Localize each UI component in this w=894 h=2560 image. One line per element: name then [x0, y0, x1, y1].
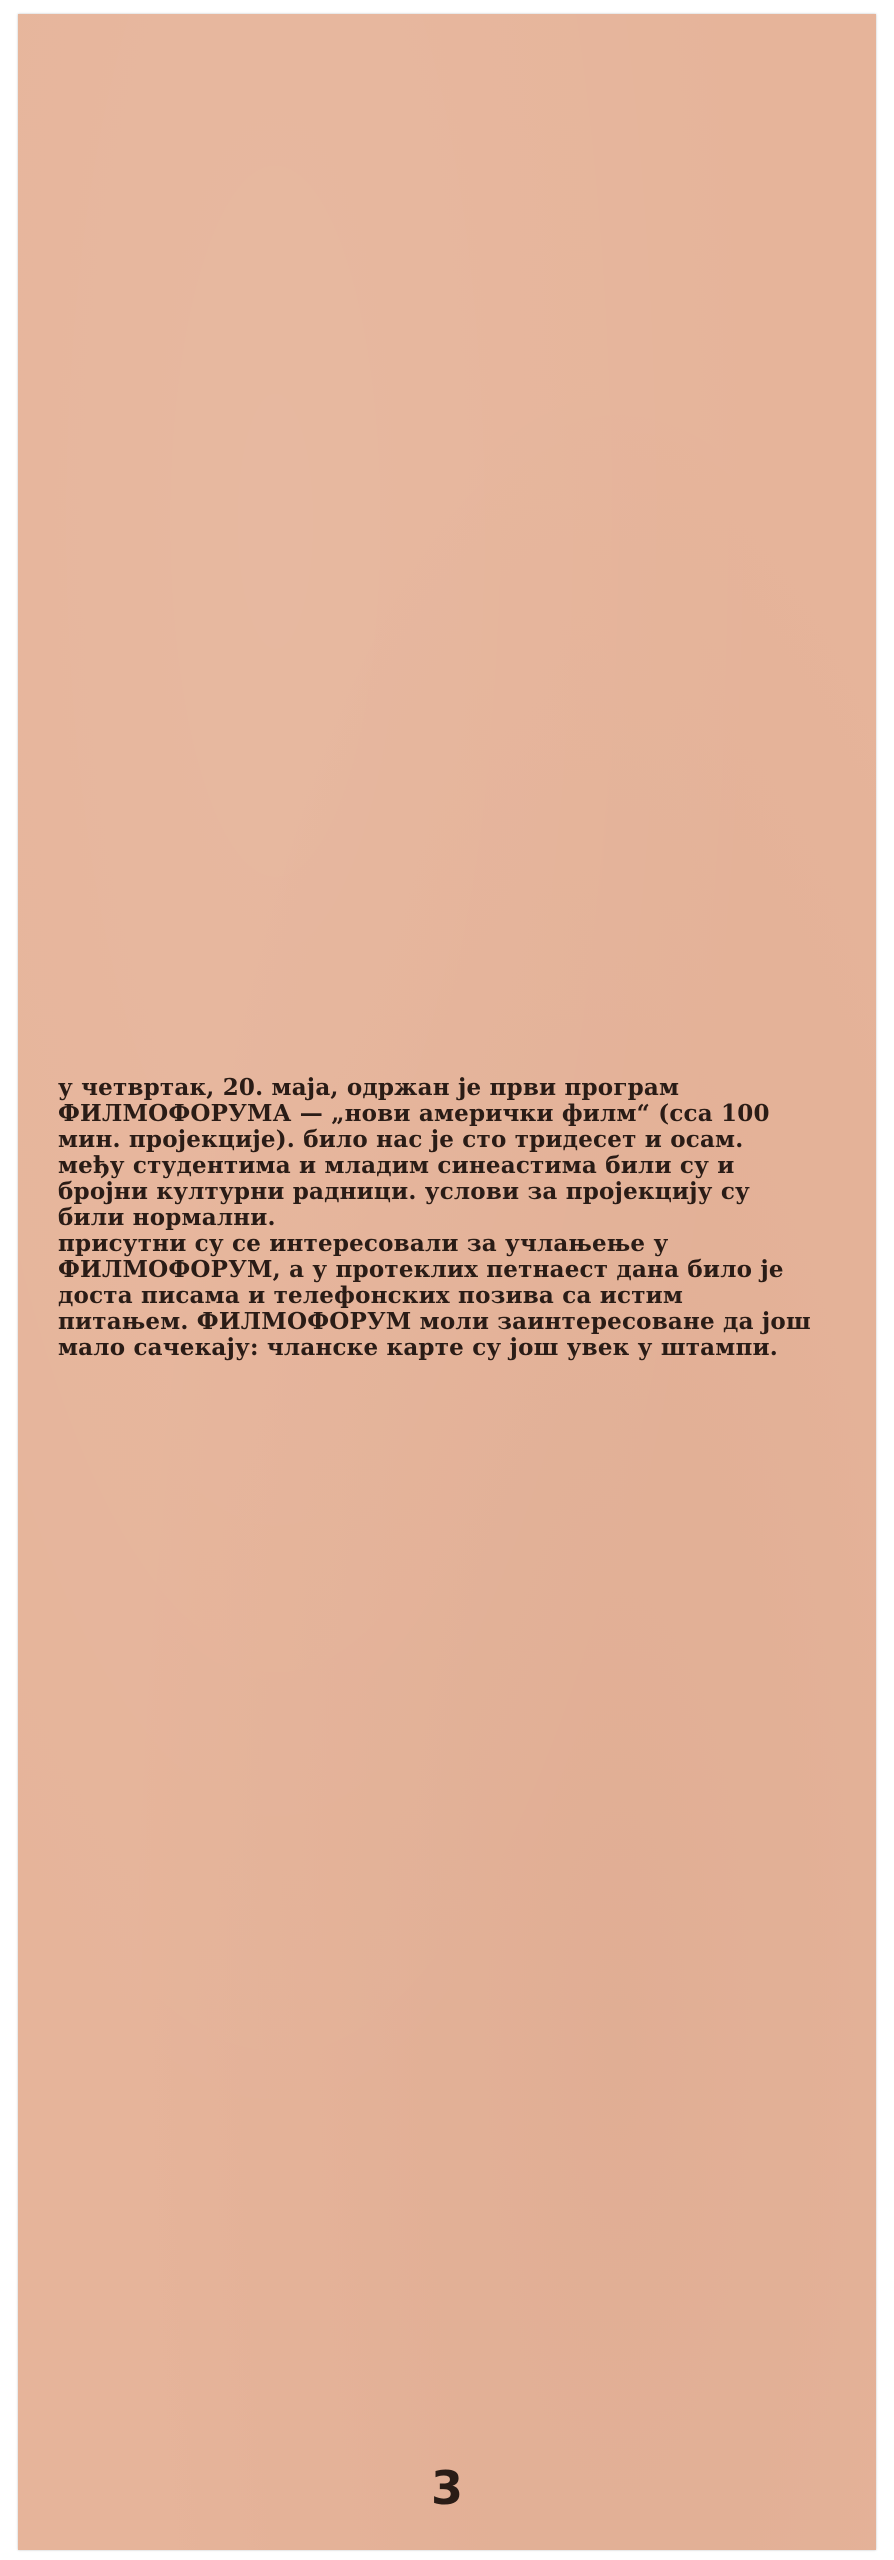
text-line: бројни културни радници. услови за пројекцију су — [58, 1178, 750, 1205]
text-line: у четвртак, 20. маја, одржан је први програм — [58, 1074, 680, 1101]
paragraph-2 — [58, 1231, 838, 1361]
page-number: 3 — [430, 2461, 463, 2515]
paper-sheet — [18, 14, 876, 2550]
text-line: мин. пројекције). било нас је сто тридесет и осам. — [58, 1126, 744, 1153]
text-line: међу студентима и младим синеастима били су и — [58, 1152, 735, 1179]
text-line: ФИЛМОФОРУМА — „нови амерички филм“ (сса 100 — [58, 1100, 770, 1127]
text-line: присутни су се интересовали за учлањење у — [58, 1230, 669, 1257]
text-line: питањем. ФИЛМОФОРУМ моли заинтересоване да још — [58, 1308, 811, 1335]
body-text — [58, 1075, 838, 1361]
text-line: ФИЛМОФОРУМ, а у протеклих петнаест дана било је — [58, 1256, 784, 1283]
paragraph-1 — [58, 1075, 838, 1231]
text-line: мало сачекају: чланске карте су још увек у штампи. — [58, 1334, 778, 1361]
text-line: били нормални. — [58, 1204, 276, 1231]
text-line: доста писама и телефонских позива са истим — [58, 1282, 684, 1309]
